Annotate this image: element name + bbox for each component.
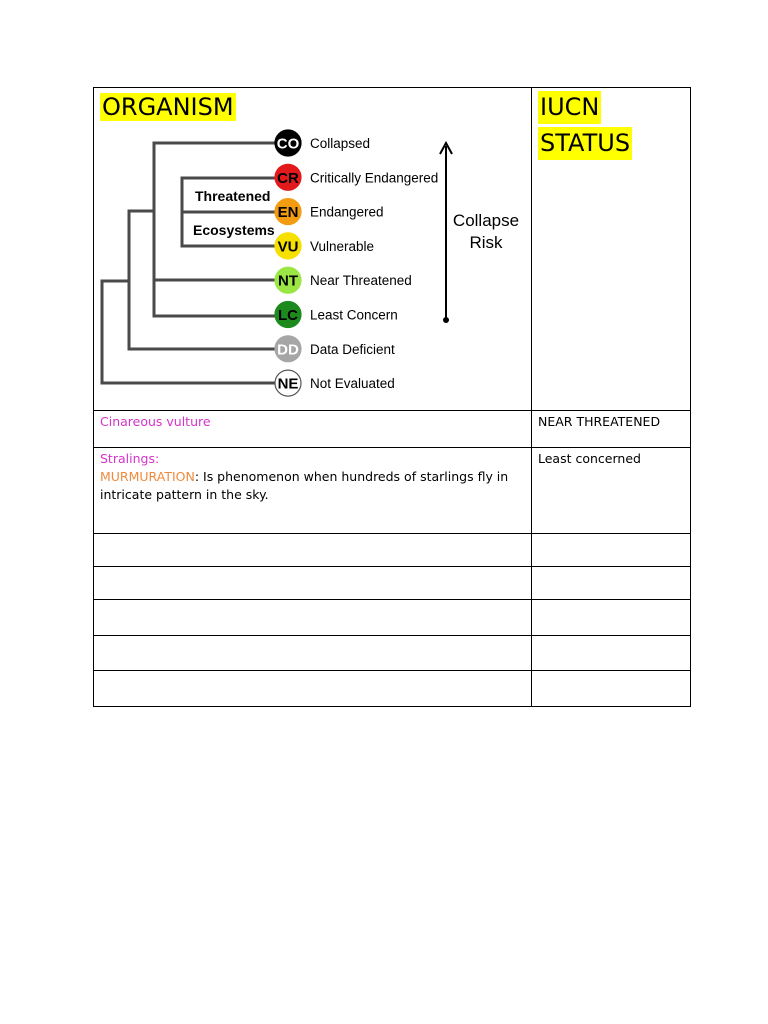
empty-table-row bbox=[94, 567, 691, 600]
organism-name: Cinareous vulture bbox=[100, 414, 211, 429]
category-code: CO bbox=[276, 135, 300, 153]
organism-name: Stralings: bbox=[100, 451, 160, 466]
collapse-risk-arrow bbox=[440, 143, 452, 323]
iucn-status: Least concerned bbox=[538, 451, 641, 466]
term-highlight: MURMURATION bbox=[100, 469, 195, 484]
iucn-heading: IUCN bbox=[538, 91, 601, 124]
category-label: Data Deficient bbox=[310, 341, 395, 357]
ecosystems-label: Ecosystems bbox=[193, 222, 275, 238]
table-row bbox=[94, 448, 691, 534]
risk-label: Risk bbox=[469, 233, 503, 252]
category-code: EN bbox=[277, 204, 299, 222]
category-label: Critically Endangered bbox=[310, 170, 439, 186]
category-dd-badge bbox=[275, 336, 395, 362]
category-code: DD bbox=[277, 341, 299, 359]
category-code: LC bbox=[278, 307, 298, 324]
category-label: Collapsed bbox=[310, 136, 371, 151]
category-label: Least Concern bbox=[310, 307, 398, 323]
category-nt-badge bbox=[275, 267, 412, 293]
category-cr-badge bbox=[275, 164, 438, 190]
category-code: NT bbox=[278, 272, 298, 290]
status-header-cell bbox=[532, 88, 691, 411]
category-ne-badge bbox=[275, 370, 395, 396]
category-vu-badge bbox=[275, 233, 374, 259]
category-label: Endangered bbox=[310, 204, 384, 220]
collapse-label: Collapse bbox=[452, 211, 520, 230]
organism-status-table bbox=[93, 87, 691, 707]
category-code: VU bbox=[277, 238, 299, 256]
category-en-badge bbox=[275, 199, 384, 225]
empty-table-row bbox=[94, 600, 691, 636]
iucn-status: NEAR THREATENED bbox=[538, 414, 661, 429]
category-label: Vulnerable bbox=[310, 238, 375, 254]
table-row bbox=[94, 411, 691, 448]
empty-table-row bbox=[94, 636, 691, 671]
empty-table-row bbox=[94, 671, 691, 707]
category-label: Near Threatened bbox=[310, 273, 412, 289]
threatened-label: Threatened bbox=[195, 188, 271, 204]
organism-header-cell bbox=[94, 88, 532, 411]
empty-table-row bbox=[94, 534, 691, 567]
iucn-categories-diagram bbox=[94, 88, 532, 410]
category-co-badge bbox=[275, 130, 370, 156]
status-heading: STATUS bbox=[538, 127, 632, 160]
category-label: Not Evaluated bbox=[310, 376, 395, 392]
organism-heading: ORGANISM bbox=[102, 93, 234, 121]
category-lc-badge bbox=[275, 302, 398, 328]
organism-description: : Is phenomenon when hundreds of starlings fly in intricate pattern in the sky. bbox=[100, 469, 509, 502]
category-code: CR bbox=[277, 169, 299, 187]
category-code: NE bbox=[277, 375, 299, 393]
category-tree-lines bbox=[102, 143, 274, 383]
